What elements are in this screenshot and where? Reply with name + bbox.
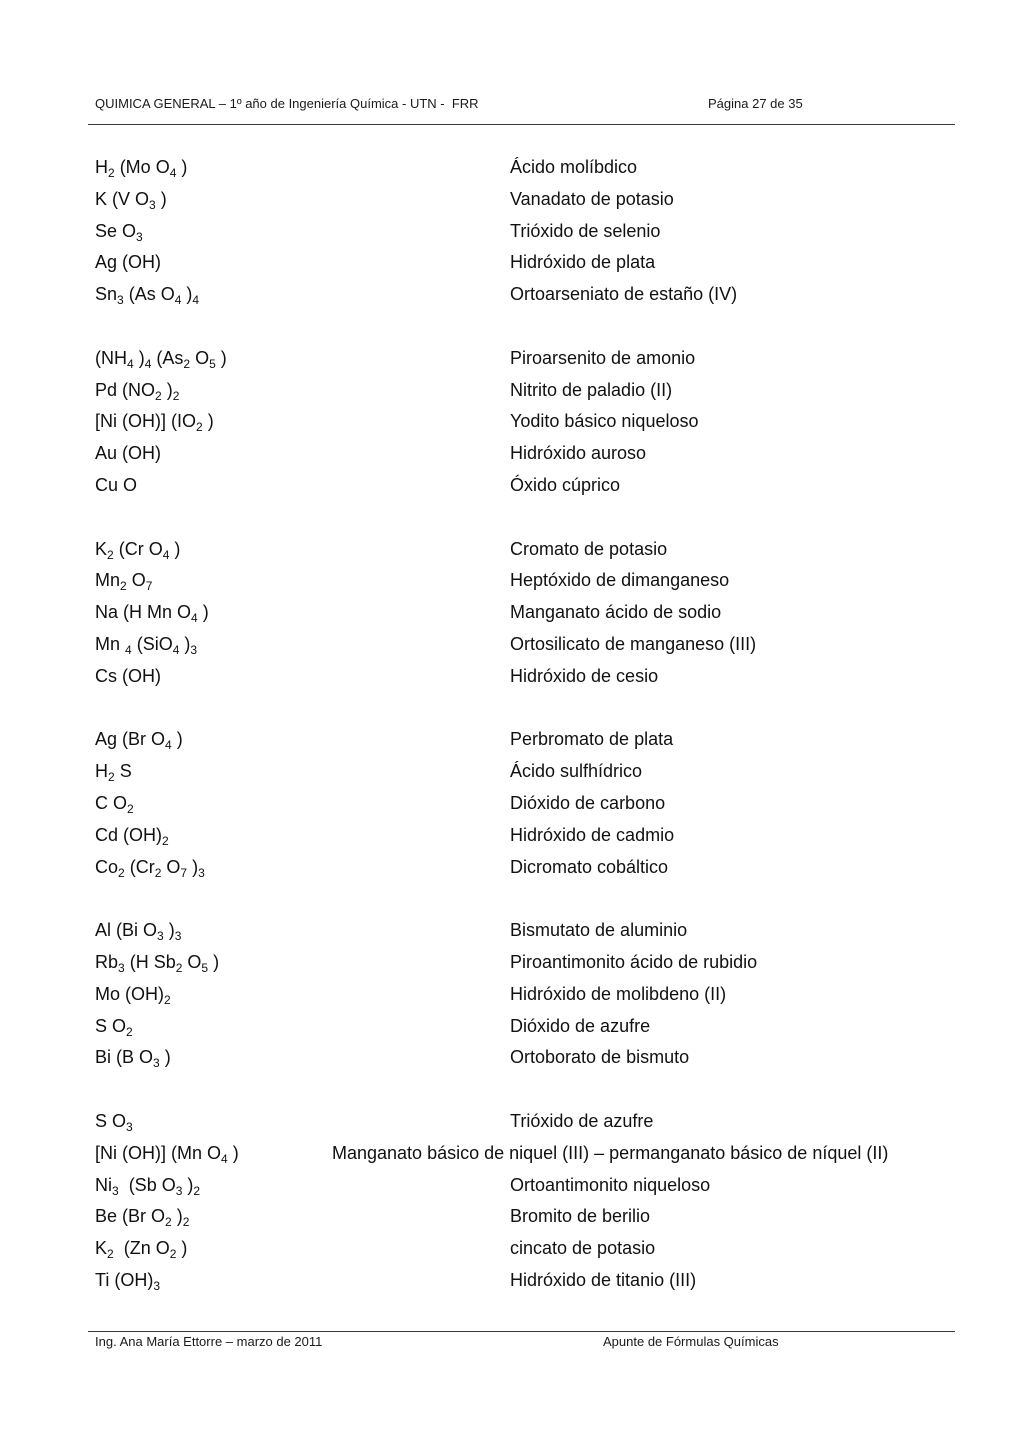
formula-text: Ni (95, 1174, 112, 1195)
compound-name: Hidróxido de plata (510, 252, 656, 273)
formula-subscript: 2 (127, 802, 134, 816)
chemical-formula (95, 1173, 200, 1199)
formula-text: ) (202, 411, 214, 432)
chemical-formula (95, 250, 161, 274)
chemical-formula (95, 950, 219, 976)
formula-subscript: 2 (164, 992, 171, 1007)
formula-text: (H Sb (124, 952, 176, 972)
formula-text: ) (179, 634, 191, 654)
formula-text: ) (171, 729, 183, 750)
formula-subscript: 2 (108, 770, 115, 785)
formula-row (0, 346, 1024, 370)
compound-name: Bromito de berilio (510, 1206, 651, 1227)
formula-row (0, 250, 1024, 274)
formula-subscript: 3 (112, 1183, 119, 1198)
formula-subscript: 3 (157, 929, 164, 944)
formula-text: Sn (95, 284, 118, 305)
compound-name: Vanadato de potasio (510, 188, 674, 209)
formula-text: Co (95, 856, 119, 877)
formula-subscript: 4 (191, 611, 198, 626)
compound-name: Ácido sulfhídrico (510, 761, 643, 782)
chemical-formula (95, 187, 167, 213)
formula-row (0, 441, 1024, 465)
formula-text: Ti (OH) (95, 1270, 154, 1290)
formula-text: S (114, 761, 132, 782)
formula-text: Bi (B O (95, 1047, 154, 1068)
chemical-formula (95, 346, 227, 372)
formula-row (0, 759, 1024, 783)
formula-subscript: 7 (145, 579, 153, 594)
compound-name: Hidróxido de titanio (III) (510, 1270, 697, 1290)
formula-text: ) (176, 1238, 188, 1259)
formula-subscript: 2 (126, 1024, 133, 1039)
formula-text: Al (Bi O (95, 920, 158, 941)
formula-row (0, 1109, 1024, 1133)
formula-subscript: 4 (162, 547, 170, 562)
compound-name: Manganato básico de niquel (III) – permanganato básico de níquel (II) (332, 1142, 889, 1163)
compound-name: Ácido molíbdico (510, 157, 638, 177)
formula-text: K (95, 538, 108, 559)
compound-name: Dióxido de carbono (510, 793, 666, 813)
formula-row (0, 219, 1024, 243)
formula-row (0, 378, 1024, 402)
formula-text: H (95, 761, 108, 782)
compound-name: Ortoborato de bismuto (510, 1047, 690, 1068)
formula-text: ) (227, 1142, 239, 1163)
formula-text: (Cr (124, 856, 155, 877)
formula-text: Be (Br O (95, 1206, 166, 1227)
formula-text: Cd (OH) (95, 824, 162, 845)
formula-text: Ag (OH) (95, 252, 162, 273)
formula-subscript: 4 (165, 738, 172, 753)
formula-text: [Ni (OH)] (Mn O (95, 1142, 221, 1163)
formula-text: ) (182, 1174, 194, 1195)
formula-text: ) (161, 379, 173, 400)
formula-text: Au (OH) (95, 443, 162, 464)
formula-row (0, 1045, 1024, 1069)
formula-row (0, 664, 1024, 688)
formula-subscript: 3 (117, 293, 124, 308)
compound-name: Ortoarseniato de estaño (IV) (510, 284, 738, 305)
formula-subscript: 2 (120, 579, 127, 594)
compound-name: Óxido cúprico (510, 475, 621, 495)
formula-subscript: 2 (155, 388, 162, 403)
formula-subscript: 2 (169, 1247, 177, 1262)
compound-name: Dicromato cobáltico (510, 856, 669, 877)
formula-subscript: 2 (107, 1247, 114, 1262)
formula-row (0, 155, 1024, 179)
formula-row (0, 600, 1024, 624)
chemical-formula (95, 1014, 133, 1040)
formula-subscript: 2 (118, 865, 125, 880)
formula-subscript: 4 (144, 356, 152, 371)
formula-subscript: 3 (198, 865, 205, 880)
formula-text: ) (197, 602, 209, 623)
formula-text: ) (133, 347, 145, 368)
formula-text: (Zn O (113, 1238, 170, 1259)
formula-text: (SiO (131, 634, 173, 654)
chemical-formula (95, 1236, 187, 1262)
formula-text: ) (215, 347, 227, 368)
formula-row (0, 727, 1024, 751)
formula-subscript: 2 (107, 547, 114, 562)
formula-row (0, 537, 1024, 561)
formula-subscript: 2 (172, 388, 180, 403)
formula-subscript: 3 (190, 643, 198, 657)
chemical-formula (95, 791, 134, 817)
formula-subscript: 4 (174, 293, 182, 308)
chemical-formula (95, 1268, 160, 1294)
compound-name: cincato de potasio (510, 1238, 656, 1259)
formula-subscript: 4 (192, 293, 200, 308)
compound-name: Perbromato de plata (510, 729, 674, 750)
formula-text: ) (163, 920, 175, 941)
formula-text: ) (171, 1206, 183, 1227)
formula-text: K (V O (95, 188, 150, 209)
chemical-formula (95, 537, 180, 563)
formula-text: O (161, 856, 181, 877)
formula-subscript: 2 (183, 356, 191, 371)
compound-name: Hidróxido de cesio (510, 665, 659, 686)
compound-name: Piroantimonito ácido de rubidio (510, 952, 758, 972)
formula-text: (Mo O (114, 157, 170, 177)
formula-row (0, 1141, 1024, 1165)
formula-subscript: 3 (136, 229, 143, 244)
formula-text: [Ni (OH)] (IO (95, 411, 196, 432)
formula-text: Rb (95, 952, 119, 972)
chemical-formula (95, 855, 205, 881)
formula-subscript: 5 (209, 356, 216, 371)
formula-text: C O (95, 793, 128, 813)
formula-text: (As O (123, 284, 175, 305)
formula-text: Ag (Br O (95, 729, 166, 750)
formula-subscript: 3 (149, 197, 156, 212)
formula-subscript: 2 (165, 1215, 172, 1230)
formula-row (0, 855, 1024, 879)
compound-name: Ortosilicato de manganeso (III) (510, 634, 757, 654)
formula-subscript: 2 (154, 865, 162, 880)
footer-author-date: Ing. Ana María Ettorre – marzo de 2011 (95, 1334, 323, 1349)
compound-name: Trióxido de selenio (510, 220, 661, 241)
compound-name: Yodito básico niqueloso (510, 411, 699, 432)
chemical-formula (95, 568, 152, 594)
formula-text: O (182, 952, 202, 972)
formula-text: Cu O (95, 475, 138, 495)
formula-subscript: 3 (174, 929, 182, 944)
formula-subscript: 3 (153, 1056, 160, 1071)
chemical-formula (95, 727, 183, 753)
formula-text: O (190, 347, 210, 368)
formula-text: (As (151, 347, 184, 368)
chemical-formula (95, 823, 169, 849)
formula-row (0, 918, 1024, 942)
compound-name: Bismutato de aluminio (510, 920, 688, 941)
chemical-formula (95, 155, 187, 181)
formula-text: (Sb O (118, 1174, 176, 1195)
formula-subscript: 5 (201, 961, 209, 975)
formula-subscript: 4 (125, 643, 132, 657)
footer-divider (88, 1331, 955, 1332)
chemical-formula (95, 473, 137, 497)
chemical-formula (95, 759, 132, 785)
chemical-formula (95, 632, 197, 658)
formula-text: (NH (95, 347, 127, 368)
formula-row (0, 1268, 1024, 1292)
formula-text: O (126, 570, 146, 591)
formula-row (0, 409, 1024, 433)
formula-row (0, 473, 1024, 497)
formula-subscript: 3 (153, 1279, 161, 1293)
formula-subscript: 7 (180, 865, 188, 880)
compound-name: Heptóxido de dimanganeso (510, 570, 730, 591)
formula-subscript: 4 (221, 1151, 228, 1166)
chemical-formula (95, 219, 143, 245)
formula-text: S O (95, 1111, 127, 1131)
compound-name: Ortoantimonito niqueloso (510, 1174, 711, 1195)
formula-row (0, 568, 1024, 592)
chemical-formula (95, 409, 214, 435)
chemical-formula (95, 1109, 133, 1135)
formula-subscript: 3 (118, 961, 125, 975)
compound-name: Hidróxido de cadmio (510, 824, 675, 845)
formula-subscript: 2 (193, 1183, 201, 1198)
header-page-number: Página 27 de 35 (708, 96, 803, 111)
formula-text: Mn (95, 570, 121, 591)
compound-name: Dióxido de azufre (510, 1015, 651, 1036)
formula-text: Pd (NO (95, 379, 156, 400)
formula-subscript: 3 (175, 1183, 183, 1198)
compound-name: Trióxido de azufre (510, 1111, 654, 1131)
footer-document-title: Apunte de Fórmulas Químicas (603, 1334, 779, 1349)
formula-text: Mn (95, 634, 126, 654)
formula-subscript: 2 (162, 833, 169, 848)
formula-text: H (95, 157, 108, 177)
formula-row (0, 632, 1024, 656)
compound-name: Cromato de potasio (510, 538, 668, 559)
chemical-formula (95, 1045, 171, 1071)
formula-text: (Cr O (113, 538, 163, 559)
formula-text: Se O (95, 220, 137, 241)
formula-subscript: 2 (182, 1215, 190, 1230)
formula-text: ) (187, 856, 199, 877)
compound-name: Hidróxido auroso (510, 443, 647, 464)
formula-text: ) (155, 188, 167, 209)
header-course-title: QUIMICA GENERAL – 1º año de Ingeniería Química - UTN - FRR (95, 96, 479, 111)
chemical-formula (95, 1141, 239, 1167)
formula-subscript: 2 (175, 961, 183, 975)
formula-row (0, 791, 1024, 815)
chemical-formula (95, 1204, 189, 1230)
formula-text: Na (H Mn O (95, 602, 192, 623)
formula-subscript: 4 (169, 166, 177, 180)
formula-row (0, 982, 1024, 1006)
formula-text: ) (208, 952, 220, 972)
formula-text: ) (176, 157, 188, 177)
formula-subscript: 2 (108, 166, 115, 180)
compound-name: Piroarsenito de amonio (510, 347, 696, 368)
chemical-formula (95, 600, 209, 626)
formula-subscript: 2 (196, 420, 203, 435)
formula-row (0, 1204, 1024, 1228)
formula-row (0, 1014, 1024, 1038)
compound-name: Hidróxido de molibdeno (II) (510, 983, 727, 1004)
chemical-formula (95, 664, 161, 688)
formula-row (0, 950, 1024, 974)
formula-text: K (95, 1238, 108, 1259)
chemical-formula (95, 982, 171, 1008)
formula-text: Cs (OH) (95, 665, 161, 686)
formula-text: ) (181, 284, 193, 305)
formula-text: ) (159, 1047, 171, 1068)
formula-row (0, 1236, 1024, 1260)
compound-name: Manganato ácido de sodio (510, 602, 722, 623)
formula-subscript: 4 (172, 643, 180, 657)
formula-row (0, 823, 1024, 847)
formula-subscript: 4 (127, 356, 134, 371)
chemical-formula (95, 918, 181, 944)
formula-text: Mo (OH) (95, 983, 164, 1004)
compound-name: Nitrito de paladio (II) (510, 379, 673, 400)
formula-text: ) (169, 538, 181, 559)
chemical-formula (95, 441, 161, 465)
formula-row (0, 282, 1024, 306)
formula-row (0, 1173, 1024, 1197)
formula-subscript: 3 (126, 1120, 133, 1134)
chemical-formula (95, 282, 199, 308)
formula-row (0, 187, 1024, 211)
chemical-formula (95, 378, 179, 404)
formula-text: S O (95, 1015, 127, 1036)
